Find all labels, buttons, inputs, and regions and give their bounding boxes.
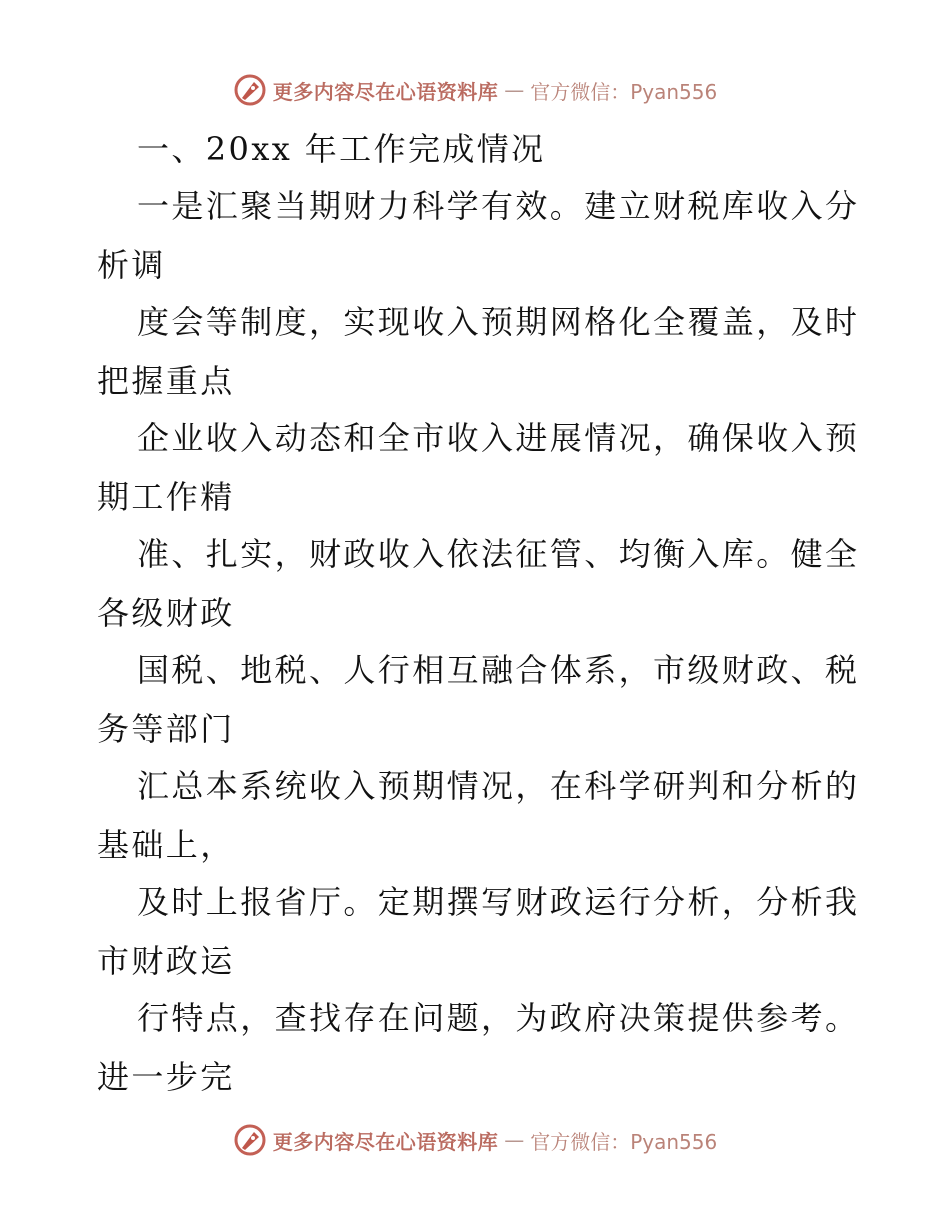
text-line: 期工作精 — [97, 478, 235, 516]
banner-separator: — — [504, 78, 525, 102]
text-line: 企业收入动态和全市收入进展情况，确保收入预 — [137, 419, 860, 457]
text-line: 一是汇聚当期财力科学有效。建立财税库收入分 — [137, 187, 860, 225]
header-banner — [0, 70, 950, 110]
pen-nib-logo-icon — [233, 1123, 267, 1157]
site-name-text: 更多内容尽在心语资料库 — [272, 1129, 499, 1154]
text-line: 进一步完 — [97, 1058, 235, 1096]
wechat-text: 官方微信：Pyan556 — [530, 79, 718, 104]
site-name-text: 更多内容尽在心语资料库 — [272, 79, 499, 104]
text-line: 度会等制度，实现收入预期网格化全覆盖，及时 — [137, 303, 860, 341]
text-line: 国税、地税、人行相互融合体系，市级财政、税 — [137, 651, 860, 689]
text-line: 各级财政 — [97, 594, 235, 632]
text-line: 市财政运 — [97, 942, 235, 980]
text-line: 析调 — [97, 246, 166, 284]
text-line: 及时上报省厅。定期撰写财政运行分析，分析我 — [137, 883, 860, 921]
banner-separator: — — [504, 1128, 525, 1152]
pen-nib-logo-icon — [233, 73, 267, 107]
text-line: 准、扎实，财政收入依法征管、均衡入库。健全 — [137, 535, 860, 573]
text-line: 基础上， — [97, 826, 235, 864]
text-line: 把握重点 — [97, 362, 235, 400]
text-line: 行特点，查找存在问题，为政府决策提供参考。 — [137, 999, 860, 1037]
section-heading: 一、20xx 年工作完成情况 — [137, 130, 546, 168]
text-line: 汇总本系统收入预期情况，在科学研判和分析的 — [137, 767, 860, 805]
text-line: 务等部门 — [97, 710, 235, 748]
footer-banner — [0, 1120, 950, 1160]
wechat-text: 官方微信：Pyan556 — [530, 1129, 718, 1154]
